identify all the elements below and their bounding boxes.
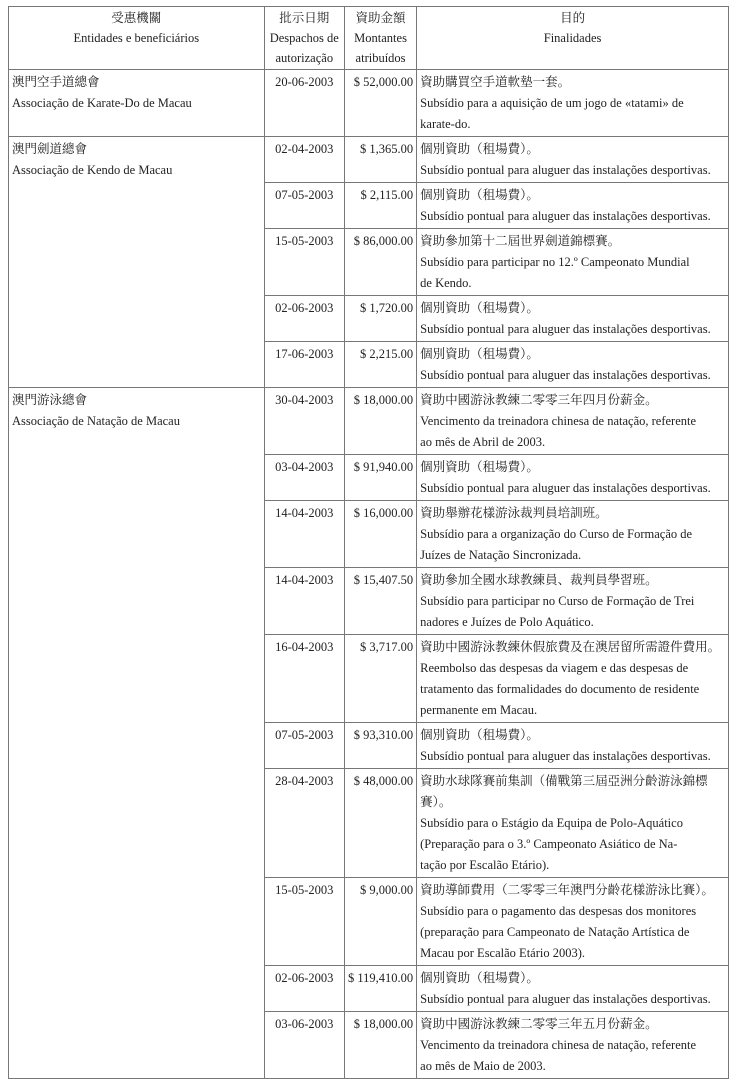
purpose-pt-line: Vencimento da treinadora chinesa de natação, referente: [420, 1038, 697, 1052]
date-cell: 20-06-2003: [264, 70, 344, 137]
purpose-cell: [417, 878, 729, 966]
purpose-cell: [417, 635, 729, 723]
purpose-pt-line: Subsídio para o Estágio da Equipa de Polo-Aquático: [420, 816, 683, 830]
date-cell: 07-05-2003: [264, 723, 344, 769]
amount-cell: $ 91,940.00: [344, 455, 416, 501]
date-cell: 28-04-2003: [264, 769, 344, 878]
entity-name-pt: Associação de Karate-Do de Macau: [12, 96, 192, 110]
date-cell: 16-04-2003: [264, 635, 344, 723]
purpose-zh-line: 資助中國游泳教練二零零三年四月份薪金。: [420, 393, 658, 407]
purpose-zh-line: 個別資助（租場費）。: [420, 188, 539, 202]
amount-cell: $ 15,407.50: [344, 568, 416, 635]
date-cell: 30-04-2003: [264, 388, 344, 455]
date-cell: 15-05-2003: [264, 878, 344, 966]
purpose-zh-line: 個別資助（租場費）。: [420, 460, 539, 474]
date-cell: 03-06-2003: [264, 1012, 344, 1079]
entity-cell: [9, 388, 265, 1079]
amount-cell: $ 86,000.00: [344, 229, 416, 296]
amount-cell: $ 2,215.00: [344, 342, 416, 388]
amount-cell: $ 93,310.00: [344, 723, 416, 769]
purpose-cell: [417, 296, 729, 342]
purpose-pt-line: ao mês de Maio de 2003.: [420, 1059, 546, 1073]
purpose-zh-line: 資助水球隊賽前集訓（備戰第三屆亞洲分齡游泳錦標: [420, 774, 708, 788]
purpose-cell: [417, 183, 729, 229]
purpose-pt-line: Subsídio pontual para aluguer das instalações desportivas.: [420, 368, 711, 382]
purpose-cell: [417, 342, 729, 388]
purpose-pt-line: Subsídio para a aquisição de um jogo de «tatami» de: [420, 96, 684, 110]
table-header: [9, 7, 729, 70]
purpose-pt-line: permanente em Macau.: [420, 703, 538, 717]
entity-name-zh: 澳門劍道總會: [12, 142, 88, 156]
purpose-pt-line: Subsídio pontual para aluguer das instalações desportivas.: [420, 209, 711, 223]
amount-cell: $ 18,000.00: [344, 388, 416, 455]
header-purpose: [417, 7, 729, 70]
table-row: [9, 137, 729, 183]
purpose-cell: [417, 229, 729, 296]
purpose-cell: [417, 388, 729, 455]
table-body: [9, 70, 729, 1079]
purpose-cell: [417, 723, 729, 769]
subsidy-table: [8, 6, 729, 1079]
purpose-zh-line: 資助購買空手道軟墊一套。: [420, 75, 571, 89]
purpose-pt-line: Subsídio pontual para aluguer das instalações desportivas.: [420, 163, 711, 177]
purpose-pt-line: nadores e Juízes de Polo Aquático.: [420, 615, 594, 629]
header-amount: [344, 7, 416, 70]
purpose-pt-line: tação por Escalão Etário).: [420, 858, 550, 872]
table-row: [9, 70, 729, 137]
date-cell: 15-05-2003: [264, 229, 344, 296]
purpose-zh-line: 資助參加第十二屆世界劍道錦標賽。: [420, 234, 621, 248]
purpose-pt-line: Subsídio pontual para aluguer das instalações desportivas.: [420, 992, 711, 1006]
purpose-pt-line: Subsídio para participar no 12.º Campeonato Mundial: [420, 255, 690, 269]
purpose-zh-line: 個別資助（租場費）。: [420, 142, 539, 156]
purpose-zh-line: 資助導師費用（二零零三年澳門分齡花樣游泳比賽）。: [420, 883, 714, 897]
purpose-pt-line: Subsídio pontual para aluguer das instalações desportivas.: [420, 749, 711, 763]
purpose-zh-line: 資助中國游泳教練休假旅費及在澳居留所需證件費用。: [420, 640, 721, 654]
purpose-zh-line: 個別資助（租場費）。: [420, 301, 539, 315]
header-date-pt: Despachos de: [269, 31, 339, 45]
date-cell: 03-04-2003: [264, 455, 344, 501]
purpose-pt-line: ao mês de Abril de 2003.: [420, 435, 546, 449]
header-purpose-zh: 目的: [560, 11, 586, 25]
amount-cell: $ 3,717.00: [344, 635, 416, 723]
purpose-pt-line: karate-do.: [420, 117, 471, 131]
entity-name-zh: 澳門游泳總會: [12, 393, 88, 407]
amount-cell: $ 1,365.00: [344, 137, 416, 183]
entity-cell: [9, 137, 265, 388]
purpose-cell: [417, 455, 729, 501]
purpose-zh-line: 賽）。: [420, 795, 452, 809]
purpose-pt-line: Subsídio para participar no Curso de Formação de Trei: [420, 594, 695, 608]
purpose-pt-line: Macau por Escalão Etário 2003).: [420, 946, 586, 960]
amount-cell: $ 1,720.00: [344, 296, 416, 342]
amount-cell: $ 18,000.00: [344, 1012, 416, 1079]
purpose-cell: [417, 137, 729, 183]
date-cell: 02-06-2003: [264, 296, 344, 342]
purpose-zh-line: 資助舉辦花樣游泳裁判員培訓班。: [420, 506, 608, 520]
purpose-zh-line: 個別資助（租場費）。: [420, 971, 539, 985]
purpose-pt-line: Subsídio pontual para aluguer das instalações desportivas.: [420, 481, 711, 495]
purpose-pt-line: tratamento das formalidades do documento de residente: [420, 682, 700, 696]
purpose-cell: [417, 568, 729, 635]
entity-name-pt: Associação de Kendo de Macau: [12, 163, 173, 177]
date-cell: 07-05-2003: [264, 183, 344, 229]
date-cell: 02-06-2003: [264, 966, 344, 1012]
header-date-zh: 批示日期: [279, 11, 330, 25]
header-purpose-pt: Finalidades: [543, 31, 602, 45]
purpose-cell: [417, 1012, 729, 1079]
purpose-pt-line: (preparação para Campeonato de Natação Artística de: [420, 925, 690, 939]
purpose-zh-line: 資助參加全國水球教練員、裁判員學習班。: [420, 573, 658, 587]
header-date-pt2: autorização: [275, 51, 334, 65]
purpose-pt-line: (Preparação para o 3.º Campeonato Asiático de Na-: [420, 837, 678, 851]
date-cell: 14-04-2003: [264, 568, 344, 635]
header-entity-pt: Entidades e beneficiários: [73, 31, 200, 45]
purpose-cell: [417, 769, 729, 878]
purpose-pt-line: Vencimento da treinadora chinesa de natação, referente: [420, 414, 697, 428]
purpose-pt-line: Subsídio para a organização do Curso de Formação de: [420, 527, 693, 541]
amount-cell: $ 119,410.00: [344, 966, 416, 1012]
purpose-zh-line: 資助中國游泳教練二零零三年五月份薪金。: [420, 1017, 658, 1031]
header-amount-zh: 資助金額: [355, 11, 406, 25]
purpose-cell: [417, 966, 729, 1012]
amount-cell: $ 16,000.00: [344, 501, 416, 568]
purpose-pt-line: Juízes de Natação Sincronizada.: [420, 548, 582, 562]
date-cell: 14-04-2003: [264, 501, 344, 568]
purpose-pt-line: Subsídio pontual para aluguer das instalações desportivas.: [420, 322, 711, 336]
purpose-zh-line: 個別資助（租場費）。: [420, 347, 539, 361]
date-cell: 17-06-2003: [264, 342, 344, 388]
date-cell: 02-04-2003: [264, 137, 344, 183]
header-amount-pt2: atribuídos: [355, 51, 406, 65]
amount-cell: $ 9,000.00: [344, 878, 416, 966]
header-entity: [9, 7, 265, 70]
entity-name-zh: 澳門空手道總會: [12, 75, 100, 89]
amount-cell: $ 48,000.00: [344, 769, 416, 878]
purpose-cell: [417, 501, 729, 568]
purpose-pt-line: de Kendo.: [420, 276, 472, 290]
table-row: [9, 388, 729, 455]
header-date: [264, 7, 344, 70]
amount-cell: $ 52,000.00: [344, 70, 416, 137]
amount-cell: $ 2,115.00: [344, 183, 416, 229]
purpose-pt-line: Reembolso das despesas da viagem e das despesas de: [420, 661, 689, 675]
purpose-cell: [417, 70, 729, 137]
entity-name-pt: Associação de Natação de Macau: [12, 414, 180, 428]
header-amount-pt: Montantes: [354, 31, 407, 45]
header-entity-zh: 受惠機關: [111, 11, 162, 25]
purpose-zh-line: 個別資助（租場費）。: [420, 728, 539, 742]
purpose-pt-line: Subsídio para o pagamento das despesas dos monitores: [420, 904, 697, 918]
entity-cell: [9, 70, 265, 137]
